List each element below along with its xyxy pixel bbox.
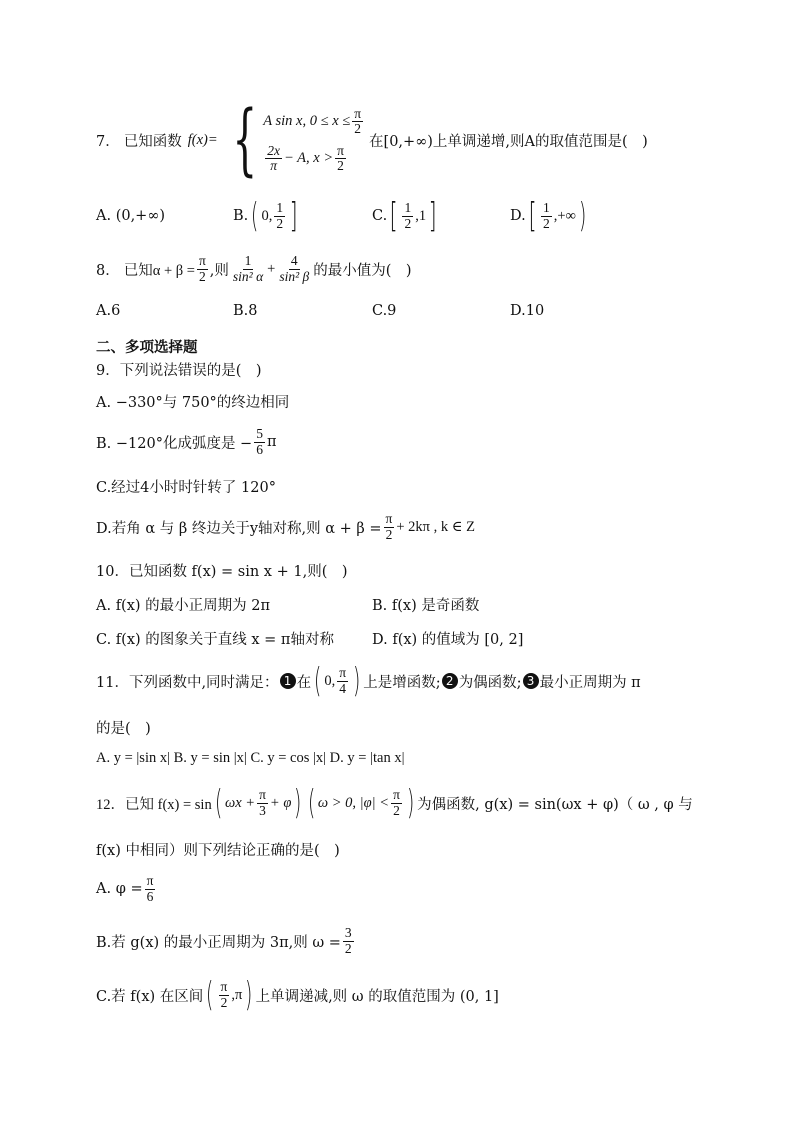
circled-two: 2: [442, 673, 458, 689]
q8-option-b[interactable]: B.8: [233, 303, 258, 319]
q10-option-d[interactable]: D. f(x) 的值域为 [0, 2]: [372, 632, 524, 648]
q7-case1: A sin x, 0 ≤ x ≤ $\frac{\pi}{2}$: [263, 105, 362, 136]
q7-brace: {: [232, 95, 257, 185]
q7-text: 已知函数: [123, 133, 182, 150]
q7-option-b[interactable]: B. ( 0, $\frac{1}{2}$ ]: [233, 196, 298, 236]
q8-stem: 8． 已知α + β = $\frac{\pi}{2}$ ,则 $\frac{1}{\text{sin² α}}$ + $\frac{4}{\text{sin² β}}$ 的最小值为( ): [96, 253, 412, 284]
q9-option-c[interactable]: C.经过4小时时针转了 120°: [96, 480, 276, 496]
circled-one: 1: [280, 673, 296, 689]
circled-three: 3: [523, 673, 539, 689]
q12-option-a[interactable]: A. φ = $\frac{\pi}{6}$: [96, 873, 154, 904]
section-heading: 二、多项选择题: [96, 340, 198, 356]
q10-stem: 10．已知函数 f(x) = sin x + 1,则( ): [96, 564, 348, 580]
q9-stem: 9．下列说法错误的是( ): [96, 363, 262, 379]
q12-stem-cont: f(x) 中相同）则下列结论正确的是( ): [96, 843, 340, 859]
q11-stem: 11．下列函数中,同时满足： 1 在 ( 0, $\frac{\pi}{4}$ ) 上是增函数; 2 为偶函数; 3 最小正周期为 π: [96, 661, 641, 701]
q7-option-d[interactable]: D. [ $\frac{1}{2}$ ,+∞ ): [510, 196, 587, 236]
q7-option-c[interactable]: C. [ $\frac{1}{2}$ ,1 ]: [372, 196, 437, 236]
q7-number: 7．: [96, 133, 120, 150]
q7-case2: $\frac{2x}{\pi}$ − A, x > $\frac{\pi}{2}$: [267, 143, 344, 174]
q9-option-a[interactable]: A. −330°与 750°的终边相同: [96, 395, 290, 411]
q12-option-c[interactable]: C.若 f(x) 在区间 ( $\frac{\pi}{2}$ ,π ) 上单调递减,则 ω 的取值范围为 (0, 1]: [96, 975, 499, 1015]
q12-option-b[interactable]: B.若 g(x) 的最小正周期为 3π,则 ω = $\frac{3}{2}$: [96, 925, 352, 956]
q8-option-d[interactable]: D.10: [510, 303, 545, 319]
q8-number: 8．: [96, 262, 120, 279]
q12-stem: 12．已知 f(x) = sin ( ωx + $\frac{\pi}{3}$ + φ ) ( ω > 0, |φ| < $\frac{\pi}{2}$ ) 为偶函数, g(x) = sin(ωx + φ)（ ω , φ 与: [96, 783, 693, 823]
q7-piecewise: [263, 107, 365, 174]
q11-options[interactable]: A. y = |sin x| B. y = sin |x| C. y = cos |x| D. y = |tan x|: [96, 750, 405, 766]
q10-option-a[interactable]: A. f(x) 的最小正周期为 2π: [96, 598, 271, 614]
q8-option-c[interactable]: C.9: [372, 303, 397, 319]
q9-option-d[interactable]: D.若角 α 与 β 终边关于y轴对称,则 α + β = $\frac{\pi}{2}$ + 2kπ , k ∈ Z: [96, 511, 475, 542]
q7-stem: [96, 95, 648, 185]
q7-option-a[interactable]: A. (0,+∞): [96, 208, 166, 224]
q9-option-b[interactable]: B. −120°化成弧度是 − $\frac{5}{6}$ π: [96, 426, 277, 457]
q11-stem-cont: 的是( ): [96, 721, 151, 737]
q10-option-b[interactable]: B. f(x) 是奇函数: [372, 598, 480, 614]
q10-option-c[interactable]: C. f(x) 的图象关于直线 x = π轴对称: [96, 632, 334, 648]
q7-text2: 在[0,+∞)上单调递增,则A的取值范围是( ): [369, 133, 648, 150]
q7-fx: f(x)=: [187, 131, 218, 148]
q8-option-a[interactable]: A.6: [96, 303, 121, 319]
